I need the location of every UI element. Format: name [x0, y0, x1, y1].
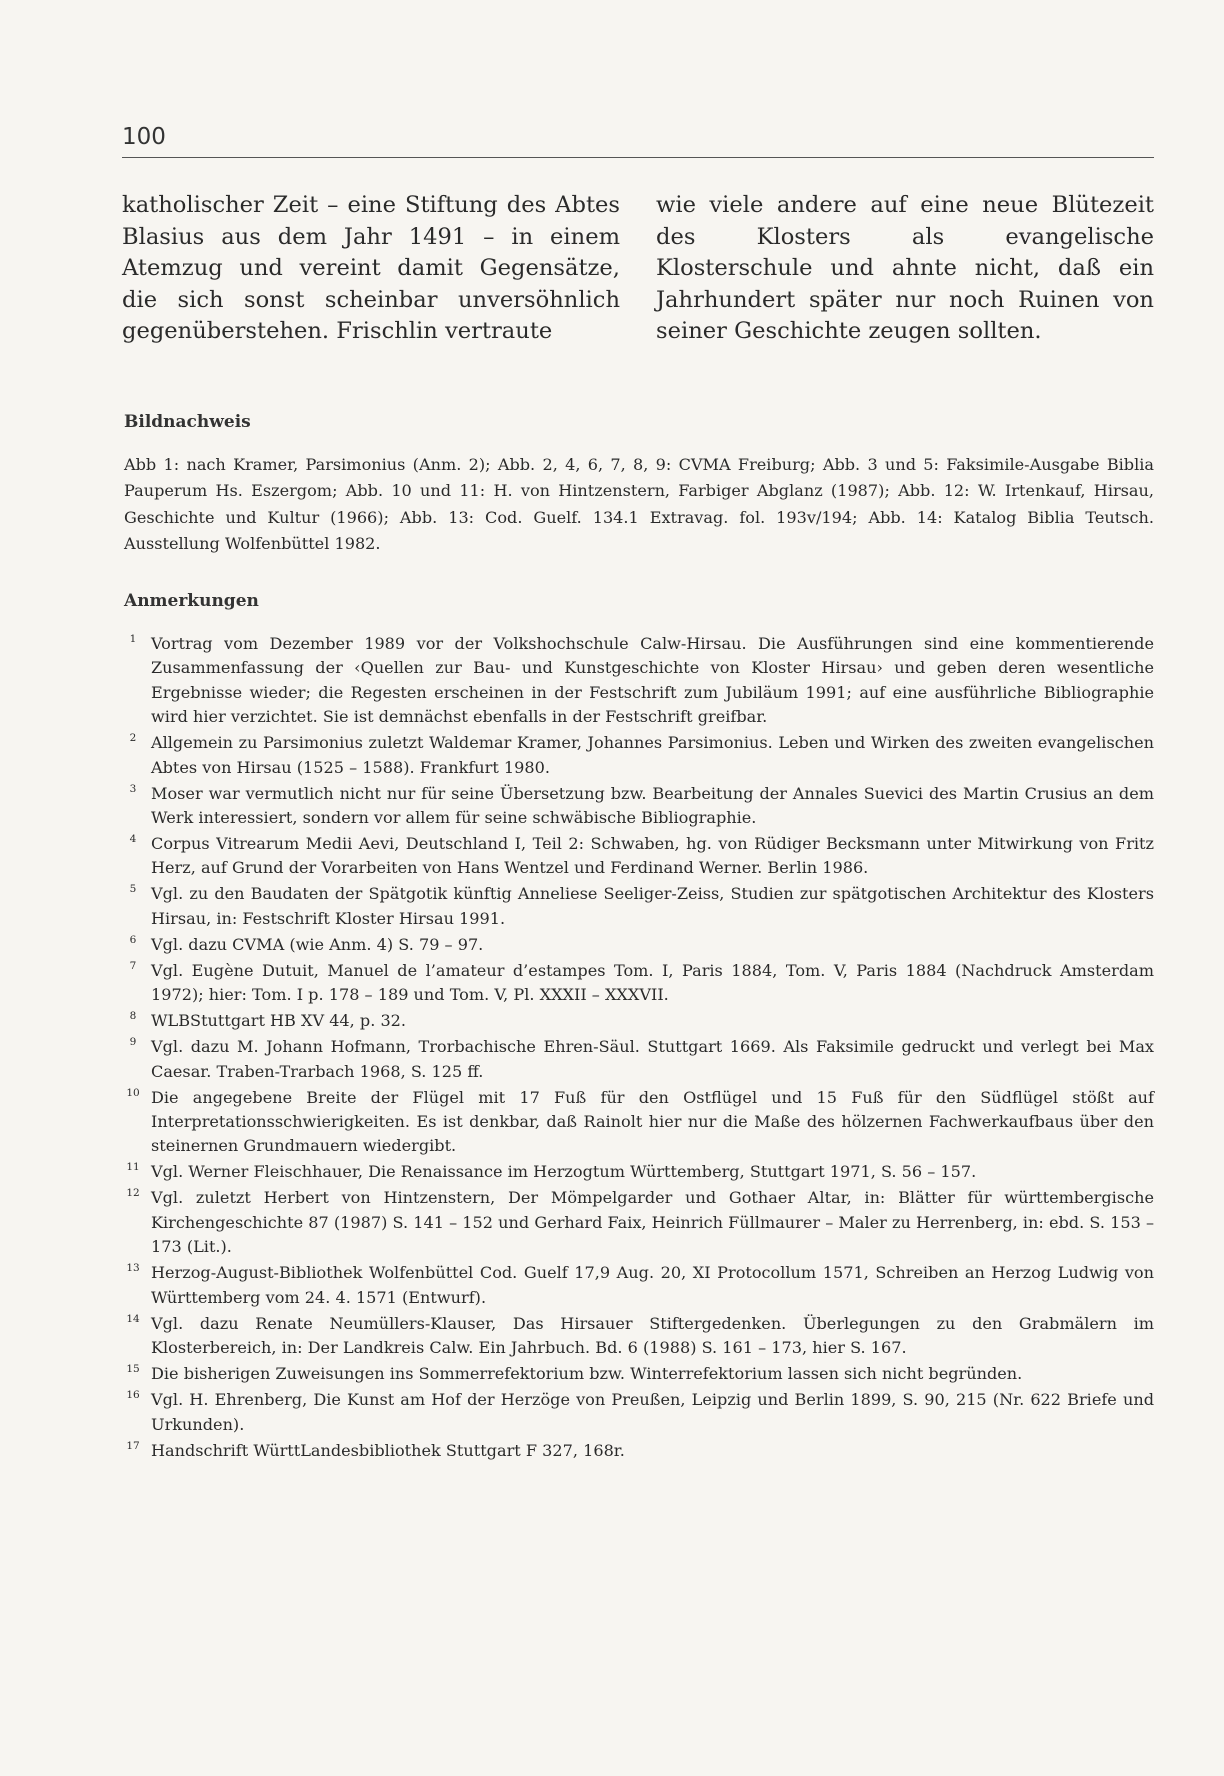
footnote-number: 9: [129, 1036, 137, 1049]
credits-heading: Bildnachweis: [124, 412, 251, 432]
header-rule: [122, 157, 1154, 158]
footnote-text: Moser war vermutlich nicht nur für seine Übersetzung bzw. Bearbeitung der Annales Suevici des Martin Crusius an dem Werk interessiert, sondern vor allem für seine schwäbische Bibliographie.: [151, 783, 1154, 828]
footnote: [124, 1160, 1154, 1184]
footnote-text: Vgl. dazu M. Johann Hofmann, Trorbachische Ehren-Säul. Stuttgart 1669. Als Faksimile gedruckt und verlegt bei Max Caesar. Traben-Trarbach 1968, S. 125 ff.: [151, 1037, 1154, 1081]
footnote-number: 7: [129, 959, 137, 972]
footnote: [124, 632, 1154, 730]
footnote: [124, 1261, 1154, 1310]
footnote: [124, 1439, 1154, 1463]
footnote-text: WLBStuttgart HB XV 44, p. 32.: [151, 1011, 407, 1031]
footnote-text: Die bisherigen Zuweisungen ins Sommerrefektorium bzw. Winterrefektorium lassen sich nicht begründen.: [151, 1364, 1023, 1384]
footnote-number: 12: [126, 1187, 140, 1200]
footnote-text: Vgl. zu den Baudaten der Spätgotik künftig Anneliese Seeliger-Zeiss, Studien zur spätgotischen Architektur des Klosters Hirsau, in: Festschrift Kloster Hirsau 1991.: [151, 884, 1154, 928]
footnote: [124, 1362, 1154, 1386]
footnote-text: Vgl. Eugène Dutuit, Manuel de l’amateur d’estampes Tom. I, Paris 1884, Tom. V, Paris 1884 (Nachdruck Amsterdam 1972); hier: Tom. I p. 178 – 189 und Tom. V, Pl. XXXII – XXXVII.: [151, 960, 1154, 1005]
footnote-number: 11: [126, 1161, 140, 1174]
footnote-text: Handschrift WürttLandesbibliothek Stuttgart F 327, 168r.: [151, 1440, 625, 1460]
body-left-column: katholischer Zeit – eine Stiftung des Abtes Blasius aus dem Jahr 1491 – in einem Atemzug und vereint damit Gegensätze, die sich sonst scheinbar unversöhnlich gegenüberstehen. Frischlin vertraute: [122, 192, 620, 344]
body-text: [122, 190, 1154, 348]
footnote: [124, 933, 1154, 957]
footnote-number: 4: [129, 833, 137, 846]
notes-list: [124, 632, 1154, 1465]
footnote-number: 1: [129, 633, 137, 645]
footnote-text: Die angegebene Breite der Flügel mit 17 Fuß für den Ostflügel und 15 Fuß für den Südflügel stößt auf Interpretationsschwierigkeiten. Es ist denkbar, daß Rainolt hier nur die Maße des hölzernen Fachwerkaufbaus über den steinernen Grundmauern wiedergibt.: [151, 1087, 1154, 1156]
footnote: [124, 882, 1154, 931]
footnote-number: 15: [126, 1363, 140, 1376]
body-right-column: wie viele andere auf eine neue Blütezeit des Klosters als evangelische Klosterschule und ahnte nicht, daß ein Jahrhundert später nur noch Ruinen von seiner Geschichte zeugen sollten.: [656, 192, 1154, 344]
footnote-number: 8: [129, 1010, 137, 1023]
page-number: 100: [122, 124, 166, 150]
footnote: [124, 1009, 1154, 1033]
footnote: [124, 1388, 1154, 1437]
footnote-text: Vortrag vom Dezember 1989 vor der Volkshochschule Calw-Hirsau. Die Ausführungen sind eine kommentierende Zusammenfassung der ‹Quellen zur Bau- und Kunstgeschichte von Kloster Hirsau› und geben deren wesentliche Ergebnisse wieder; die Regesten erscheinen in der Festschrift zum Jubiläum 1991; auf eine ausführliche Bibliographie wird hier verzichtet. Sie ist demnächst ebenfalls in der Festschrift greifbar.: [151, 634, 1154, 727]
footnote: [124, 1035, 1154, 1084]
footnote-number: 17: [126, 1439, 140, 1452]
footnote: [124, 782, 1154, 831]
footnote: [124, 1312, 1154, 1361]
notes-heading: Anmerkungen: [124, 591, 259, 611]
footnote: [124, 832, 1154, 881]
footnote-number: 14: [126, 1312, 140, 1325]
footnote: [124, 959, 1154, 1008]
footnote-number: 16: [126, 1389, 140, 1402]
footnote: [124, 1186, 1154, 1259]
footnote-number: 10: [126, 1086, 140, 1099]
footnote-text: Vgl. Werner Fleischhauer, Die Renaissance im Herzogtum Württemberg, Stuttgart 1971, S. 56 – 157.: [151, 1162, 977, 1182]
footnote-text: Vgl. H. Ehrenberg, Die Kunst am Hof der Herzöge von Preußen, Leipzig und Berlin 1899, S. 90, 215 (Nr. 622 Briefe und Urkunden).: [151, 1390, 1154, 1434]
footnote-text: Vgl. zuletzt Herbert von Hintzenstern, Der Mömpelgarder und Gothaer Altar, in: Blätter für württembergische Kirchengeschichte 87 (1987) S. 141 – 152 und Gerhard Faix, Heinrich Füllmaurer – Maler zu Herrenberg, in: ebd. S. 153 – 173 (Lit.).: [151, 1188, 1154, 1257]
footnote-text: Herzog-August-Bibliothek Wolfenbüttel Cod. Guelf 17,9 Aug. 20, XI Protocollum 1571, Schreiben an Herzog Ludwig von Württemberg vom 24. 4. 1571 (Entwurf).: [151, 1263, 1154, 1307]
footnote-number: 6: [129, 933, 137, 946]
footnote-text: Corpus Vitrearum Medii Aevi, Deutschland I, Teil 2: Schwaben, hg. von Rüdiger Becksmann unter Mitwirkung von Fritz Herz, auf Grund der Vorarbeiten von Hans Wentzel und Ferdinand Werner. Berlin 1986.: [151, 834, 1154, 878]
footnote-text: Allgemein zu Parsimonius zuletzt Waldemar Kramer, Johannes Parsimonius. Leben und Wirken des zweiten evangelischen Abtes von Hirsau (1525 – 1588). Frankfurt 1980.: [151, 733, 1154, 777]
credits-text: Abb 1: nach Kramer, Parsimonius (Anm. 2); Abb. 2, 4, 6, 7, 8, 9: CVMA Freiburg; Abb. 3 und 5: Faksimile-Ausgabe Biblia Pauperum Hs. Eszergom; Abb. 10 und 11: H. von Hintzenstern, Farbiger Abglanz (1987); Abb. 12: W. Irtenkauf, Hirsau, Geschichte und Kultur (1966); Abb. 13: Cod. Guelf. 134.1 Extravag. fol. 193v/194; Abb. 14: Katalog Biblia Teutsch. Ausstellung Wolfenbüttel 1982.: [124, 455, 1154, 554]
footnote: [124, 731, 1154, 780]
footnote: [124, 1086, 1154, 1159]
footnote-text: Vgl. dazu Renate Neumüllers-Klauser, Das Hirsauer Stiftergedenken. Überlegungen zu den Grabmälern im Klosterbereich, in: Der Landkreis Calw. Ein Jahrbuch. Bd. 6 (1988) S. 161 – 173, hier S. 167.: [151, 1313, 1154, 1358]
footnote-number: 5: [129, 883, 137, 896]
footnote-text: Vgl. dazu CVMA (wie Anm. 4) S. 79 – 97.: [151, 934, 484, 954]
footnote-number: 3: [129, 782, 137, 795]
footnote-number: 2: [129, 732, 137, 745]
footnote-number: 13: [126, 1262, 140, 1275]
